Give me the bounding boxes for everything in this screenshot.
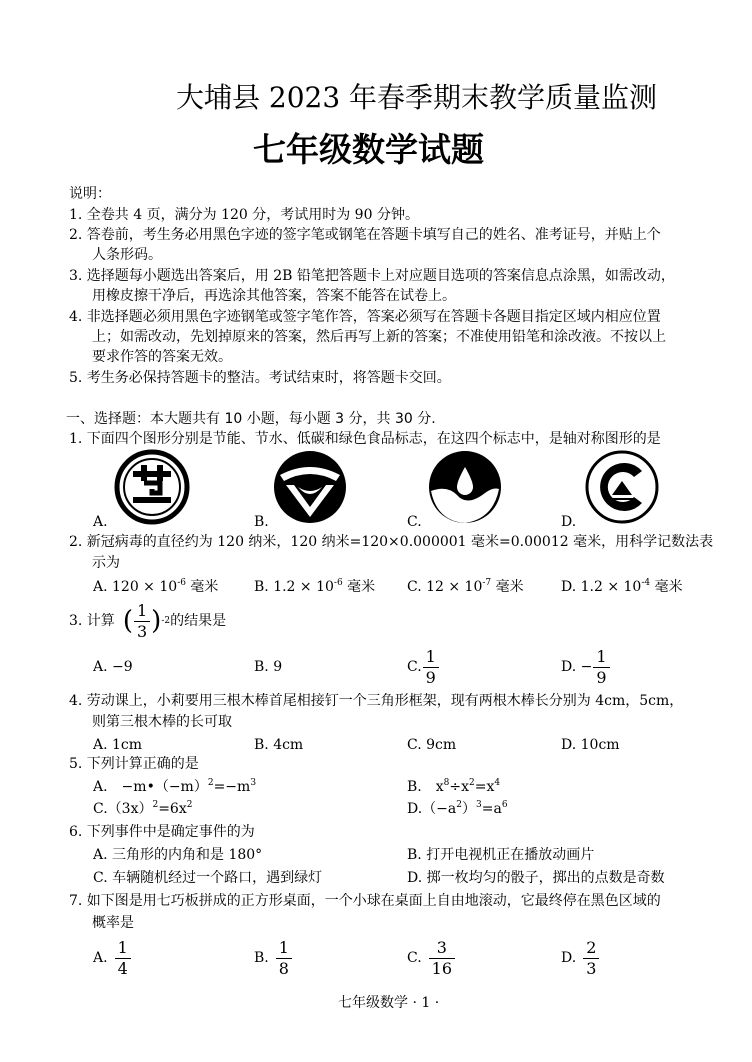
q2-option-a: A. $120 \times 10^{-6}$ 毫米 xyxy=(93,578,219,595)
q6-option-a: A. 三角形的内角和是 180° xyxy=(93,847,263,863)
q7-option-c: C. $\frac{3}{16}$ xyxy=(407,936,456,980)
q1-option-c: C. xyxy=(407,514,422,530)
q1-option-d: D. xyxy=(561,514,577,530)
section-heading: 一、选择题：本大题共有 10 小题，每小题 3 分，共 30 分. xyxy=(66,411,436,427)
exam-subtitle: 七年级数学试题 xyxy=(253,130,484,169)
instructions-heading: 说明： xyxy=(69,186,111,202)
water-saving-logo-icon xyxy=(272,449,348,525)
low-carbon-logo-icon xyxy=(427,449,503,525)
instruction-line: 上；如需改动，先划掉原来的答案，然后再写上新的答案；不准使用铅笔和涂改液。不按以上 xyxy=(92,329,666,345)
q7-stem: 7. 如下图是用七巧板拼成的正方形桌面，一个小球在桌面上自由地滚动，它最终停在黑色区域的 xyxy=(69,893,661,909)
q2-option-d: D. $1.2 \times 10^{-4}$ 毫米 xyxy=(561,578,683,595)
instruction-line: 2. 答卷前，考生务必用黑色字迹的签字笔或钢笔在答题卡填写自己的姓名、准考证号，并贴上个 xyxy=(69,227,661,243)
q3-option-d: D. − $\frac{1}{9}$ xyxy=(561,645,611,689)
energy-saving-logo-icon xyxy=(114,449,190,525)
q3-stem: 3. 计算 ( $\frac{1}{3}$ ) -2 的结果是 xyxy=(69,600,227,641)
q2-option-b: B. $1.2 \times 10^{-6}$ 毫米 xyxy=(254,578,376,595)
instruction-line: 用橡皮擦干净后，再选涂其他答案，答案不能答在试卷上。 xyxy=(92,288,456,304)
q4-option-b: B. 4cm xyxy=(254,737,304,753)
q5-option-b: B. $x^8\div x^2=x^4$ xyxy=(407,778,501,795)
q3-option-b: B. 9 xyxy=(254,659,283,675)
instruction-line: 3. 选择题每小题选出答案后，用 2B 铅笔把答题卡上对应题目选项的答案信息点涂黑，如需改动， xyxy=(69,268,675,284)
instruction-line: 5. 考生务必保持答题卡的整洁。考试结束时，将答题卡交回。 xyxy=(69,370,451,386)
q5-option-a: A. $-m•(-m)^2=-m^3$ xyxy=(93,778,257,795)
exam-title: 大埔县 2023 年春季期末教学质量监测 xyxy=(176,81,658,114)
q6-option-d: D. 掷一枚均匀的骰子，掷出的点数是奇数 xyxy=(407,870,665,886)
instruction-line: 要求作答的答案无效。 xyxy=(92,349,232,365)
q7-option-a: A. $\frac{1}{4}$ xyxy=(93,936,132,980)
q4-option-d: D. 10cm xyxy=(561,737,620,753)
instruction-line: 1. 全卷共 4 页，满分为 120 分，考试用时为 90 分钟。 xyxy=(69,207,419,223)
q7-option-d: D. $\frac{2}{3}$ xyxy=(561,936,600,980)
q3-option-c: C. $\frac{1}{9}$ xyxy=(407,645,440,689)
q7-stem-cont: 概率是 xyxy=(92,915,134,931)
q1-option-a: A. xyxy=(93,514,108,530)
q1-stem: 1. 下面四个图形分别是节能、节水、低碳和绿色食品标志，在这四个标志中，是轴对称图形的是 xyxy=(69,431,661,447)
q6-stem: 6. 下列事件中是确定事件的为 xyxy=(69,824,255,840)
q3-option-a: A. −9 xyxy=(93,659,133,675)
q4-option-c: C. 9cm xyxy=(407,737,457,753)
instruction-line: 4. 非选择题必须用黑色字迹钢笔或签字笔作答，答案必须写在答题卡各题目指定区域内相应位置 xyxy=(69,309,661,325)
q5-option-c: $C.(3x)^2=6x^2$ xyxy=(93,800,193,817)
q5-option-d: $D.(-a^2)^3=a^6$ xyxy=(407,800,508,817)
q4-stem-cont: 则第三根木棒的长可取 xyxy=(92,714,232,730)
q6-option-b: B. 打开电视机正在播放动画片 xyxy=(407,847,595,863)
q2-stem: 2. 新冠病毒的直径约为 120 纳米，120 纳米=120×0.000001 毫米=0.00012 毫米，用科学记数法表 xyxy=(69,534,714,550)
q4-option-a: A. 1cm xyxy=(93,737,143,753)
instruction-line: 人条形码。 xyxy=(92,247,162,263)
q1-option-b: B. xyxy=(254,514,269,530)
green-food-logo-icon xyxy=(584,449,660,525)
q6-option-c: C. 车辆随机经过一个路口，遇到绿灯 xyxy=(93,870,323,886)
page-footer: 七年级数学 · 1 · xyxy=(338,995,440,1011)
q5-stem: 5. 下列计算正确的是 xyxy=(69,756,199,772)
q2-stem-cont: 示为 xyxy=(92,555,120,571)
q7-option-b: B. $\frac{1}{8}$ xyxy=(254,936,293,980)
q4-stem: 4. 劳动课上，小莉要用三根木棒首尾相接钉一个三角形框架，现有两根木棒长分别为 4cm，5cm， xyxy=(69,693,684,709)
q2-option-c: C. $12 \times 10^{-7}$ 毫米 xyxy=(407,578,524,595)
